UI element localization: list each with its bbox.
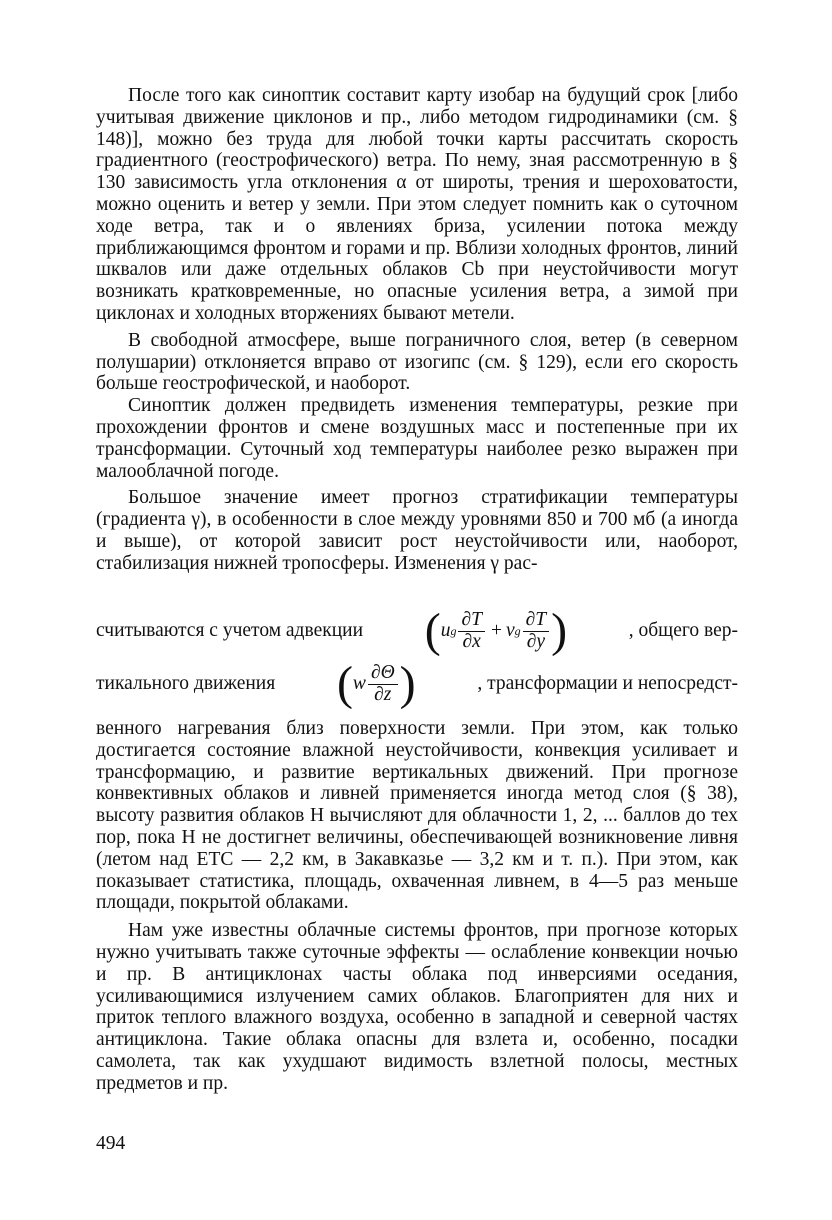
vg-subscript: g xyxy=(514,623,521,638)
dTheta-dz-fraction xyxy=(368,663,398,705)
paragraph-1: После того как синоптик составит карту изобар на будущий срок [либо учитывая движение циклонов и пр., либо методом гидродинамики (см. § 148)], можно без труда для любой точки карты рассчитать скорость градиентного (геострофического) ветра. По нему, зная рассмотренную в § 130 зависимость угла отклонения α от широты, трения и шероховатости, можно оценить и ветер у земли. При этом следует помнить как о суточном ходе ветра, так и о явлениях бриза, усилении потока между приближающимся фронтом и горами и пр. Вблизи холодных фронтов, линий шквалов или даже отдельных облаков Cb при неустойчивости могут возникать кратковременные, но опасные усиления ветра, а зимой при циклонах и холодных вторжениях бывают метели. xyxy=(96,85,738,324)
dT-dx-fraction xyxy=(458,610,484,652)
dz-denominator: ∂z xyxy=(374,683,392,705)
dx-denominator: ∂x xyxy=(462,630,481,652)
vertical-motion-formula-line xyxy=(96,657,738,710)
dT2-numerator: ∂T xyxy=(523,610,549,631)
advection-formula-line xyxy=(96,604,738,657)
vertical-motion-formula: ( w $\frac{\partial\Theta}{\partial z}$ ) xyxy=(336,657,416,710)
formula-line-3-end: , трансформации и непосредст- xyxy=(477,673,738,694)
formula-line-2-end: , общего вер- xyxy=(628,620,738,641)
formula-line-3-start: тикального движения xyxy=(96,673,276,694)
ug-symbol: u xyxy=(440,620,451,641)
w-symbol: w xyxy=(352,673,366,694)
dT-dy-fraction xyxy=(523,610,549,652)
dTheta-numerator: ∂Θ xyxy=(368,663,398,684)
paragraph-4-continued: венного нагревания близ поверхности земли. При этом, как только достигается состояние влажной неустойчивости, конвекция усиливает и трансформацию, и развитие вертикальных движений. При прогнозе конвективных облаков и ливней применяется иногда метод слоя (§ 38), высоту развития облаков H вычисляют для облачности 1, 2, ... баллов до тех пор, пока H не достигнет величины, обеспечивающей возникновение ливня (летом над ЕТС — 2,2 км, в Закавказье — 3,2 км и т. п.). При этом, как показывает статистика, площадь, охваченная ливнем, в 4—5 раз меньше площади, покрытой облаками. xyxy=(96,718,738,914)
paragraph-3: Синоптик должен предвидеть изменения температуры, резкие при прохождении фронтов и смене воздушных масс и постепенные при их трансформации. Суточный ход температуры наиболее резко выражен при малооблачной погоде. xyxy=(96,395,738,482)
paragraph-4: Большое значение имеет прогноз стратификации температуры (градиента γ), в особенности в слое между уровнями 850 и 700 мб (а иногда и выше), от которой зависит рост неустойчивости или, наоборот, стабилизация нижней тропосферы. Изменения γ рас- xyxy=(96,487,738,574)
formula-line-2-start: считываются с учетом адвекции xyxy=(96,620,364,641)
plus-sign: + xyxy=(490,620,502,641)
paragraph-5: Нам уже известны облачные системы фронтов, при прогнозе которых нужно учитывать также суточные эффекты — ослабление конвекции ночью и пр. В антициклонах часты облака под инверсиями оседания, усиливающимися излучением самих облаков. Благоприятен для них и приток теплого влажного воздуха, особенно в западной и северной частях антициклона. Такие облака опасны для взлета и, особенно, посадки самолета, так как ухудшают видимость взлетной полосы, местных предметов и пр. xyxy=(96,920,738,1094)
text-block-top xyxy=(96,85,738,575)
advection-formula: ( u g $\frac{\partial T}{\partial x}$ + v g $\frac{\partial T}{\partial y}$ ) xyxy=(424,604,568,657)
page-number: 494 xyxy=(96,1133,126,1154)
paragraph-2: В свободной атмосфере, выше пограничного слоя, ветер (в северном полушарии) отклоняется вправо от изогипс (см. § 129), если его скорость больше геострофической, и наоборот. xyxy=(96,329,738,395)
vg-symbol: v xyxy=(505,620,515,641)
dT-numerator: ∂T xyxy=(458,610,484,631)
dy-denominator: ∂y xyxy=(526,630,545,652)
ug-subscript: g xyxy=(450,623,457,638)
text-block-bottom xyxy=(96,718,738,1095)
